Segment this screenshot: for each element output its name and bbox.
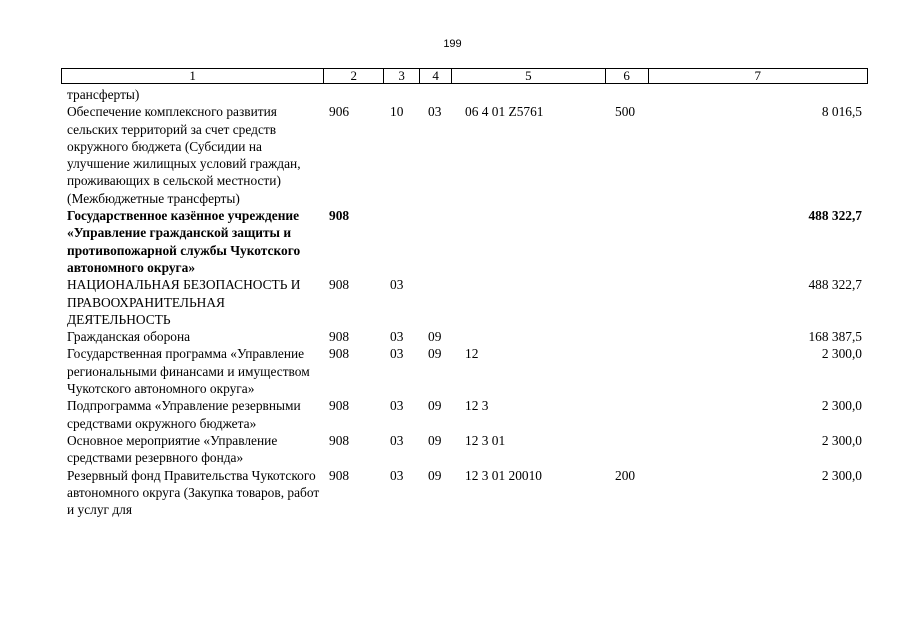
row-description: Государственное казённое учреждение «Управление гражданской защиты и противопожарной службы Чукотского автономного округа» [67, 208, 301, 275]
row-code-col-2: 908 [329, 329, 350, 345]
row-code-col-4: 09 [428, 329, 442, 345]
row-code-col-5: 12 [465, 346, 479, 362]
table-row [0, 432, 905, 467]
table-row [0, 207, 905, 276]
row-code-col-3: 03 [390, 398, 404, 414]
row-description: Основное мероприятие «Управление средствами резервного фонда» [67, 432, 278, 466]
header-col-7: 7 [754, 68, 762, 83]
table-row [0, 86, 905, 103]
row-code-col-5: 12 3 01 [465, 432, 506, 448]
row-code-col-2: 908 [329, 467, 350, 483]
table-row [0, 345, 905, 397]
row-code-col-6: 500 [615, 104, 636, 120]
row-code-col-3: 03 [390, 277, 404, 293]
row-code-col-4: 09 [428, 467, 442, 483]
table-header-row [61, 68, 868, 84]
header-col-1: 1 [62, 69, 324, 83]
row-code-col-4: 09 [428, 432, 442, 448]
row-amount: 488 322,7 [808, 277, 862, 293]
table-row [0, 276, 905, 328]
row-amount: 2 300,0 [821, 432, 862, 448]
row-description: трансферты) [67, 87, 140, 102]
row-amount: 8 016,5 [821, 104, 862, 120]
row-code-col-2: 908 [329, 277, 350, 293]
row-description: НАЦИОНАЛЬНАЯ БЕЗОПАСНОСТЬ И ПРАВООХРАНИТЕЛЬНАЯ ДЕЯТЕЛЬНОСТЬ [67, 277, 301, 327]
row-description: Подпрограмма «Управление резервными средствами окружного бюджета» [67, 398, 301, 431]
row-description: Резервный фонд Правительства Чукотского автономного округа (Закупка товаров, работ и услуг для [67, 467, 320, 518]
row-description: Гражданская оборона [67, 329, 191, 345]
table-row [0, 467, 905, 519]
row-amount: 2 300,0 [821, 398, 862, 414]
header-col-3: 3 [384, 69, 420, 83]
row-code-col-2: 908 [329, 346, 350, 362]
row-amount: 2 300,0 [821, 467, 862, 483]
row-code-col-4: 09 [428, 398, 442, 414]
row-code-col-4: 03 [428, 104, 442, 120]
page-number: 199 [443, 38, 462, 50]
table-row [0, 328, 905, 345]
row-amount: 2 300,0 [821, 346, 862, 362]
row-code-col-3: 03 [390, 432, 404, 448]
row-code-col-2: 908 [329, 208, 350, 224]
table-body [0, 86, 905, 518]
row-code-col-5: 12 3 [465, 398, 489, 414]
row-code-col-4: 09 [428, 346, 442, 362]
row-code-col-2: 908 [329, 398, 350, 414]
header-col-6: 6 [606, 69, 649, 83]
row-description: Государственная программа «Управление региональными финансами и имуществом Чукотского автономного округа» [67, 346, 310, 397]
row-code-col-5: 12 3 01 20010 [465, 467, 542, 483]
row-amount: 488 322,7 [808, 208, 862, 224]
row-code-col-3: 03 [390, 346, 404, 362]
row-description: Обеспечение комплексного развития сельских территорий за счет средств окружного бюджета (Субсидии на улучшение жилищных условий граждан, проживающих в сельской местности) (Межбюджетные трансферты) [67, 104, 301, 206]
header-col-5: 5 [452, 69, 606, 83]
row-amount: 168 387,5 [808, 329, 862, 345]
header-col-2: 2 [324, 69, 384, 83]
row-code-col-6: 200 [615, 467, 636, 483]
row-code-col-3: 03 [390, 329, 404, 345]
header-col-4: 4 [420, 69, 452, 83]
table-row [0, 103, 905, 207]
table-row [0, 397, 905, 432]
row-code-col-2: 906 [329, 104, 350, 120]
row-code-col-3: 03 [390, 467, 404, 483]
row-code-col-3: 10 [390, 104, 404, 120]
row-code-col-5: 06 4 01 Z5761 [465, 104, 544, 120]
row-code-col-2: 908 [329, 432, 350, 448]
